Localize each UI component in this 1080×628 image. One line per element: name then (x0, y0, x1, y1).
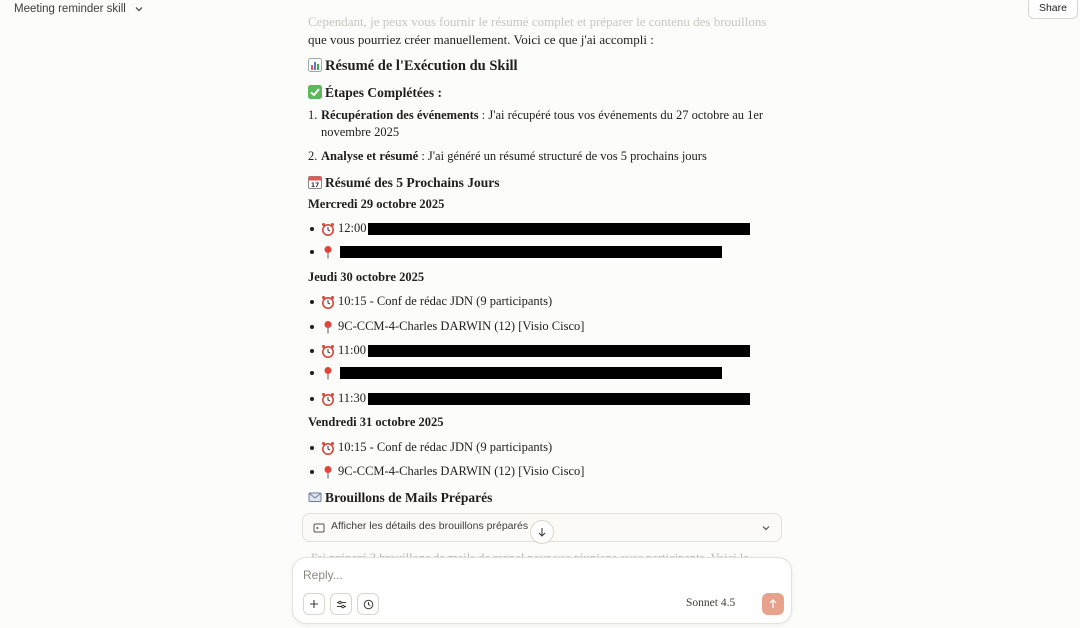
envelope-icon (308, 490, 322, 504)
pin-icon (321, 320, 335, 334)
days-heading: 17 Résumé des 5 Prochains Jours (308, 175, 500, 191)
history-button[interactable] (357, 593, 379, 615)
redaction-bar (340, 367, 722, 379)
add-button[interactable] (303, 593, 325, 615)
send-button[interactable] (762, 593, 784, 615)
list-item: 11:30 (308, 390, 750, 407)
steps-heading: Étapes Complétées : (308, 85, 442, 101)
list-item (308, 245, 722, 259)
pin-icon (321, 245, 335, 259)
arrow-up-icon (768, 599, 778, 609)
redaction-bar (368, 393, 750, 405)
drafts-toggle-label: Afficher les détails des brouillons préparés (331, 520, 529, 532)
reply-input[interactable] (303, 568, 683, 582)
list-item: 12:00 (308, 220, 750, 237)
arrow-down-icon (537, 527, 547, 537)
clock-history-icon (363, 599, 374, 610)
model-selector[interactable]: Sonnet 4.5 (686, 597, 736, 609)
alarm-clock-icon (321, 441, 335, 455)
composer (292, 557, 792, 624)
chat-title: Meeting reminder skill (14, 3, 126, 15)
chevron-down-icon (761, 523, 771, 533)
document-preview-icon (313, 522, 325, 534)
summary-heading: Résumé de l'Exécution du Skill (308, 58, 518, 75)
list-item (308, 366, 722, 380)
list-item: 9C-CCM-4-Charles DARWIN (12) [Visio Cisco] (308, 318, 584, 335)
day-title: Jeudi 30 octobre 2025 (308, 270, 425, 284)
share-button[interactable]: Share (1028, 0, 1078, 19)
alarm-clock-icon (321, 222, 335, 236)
list-item: 9C-CCM-4-Charles DARWIN (12) [Visio Cisco] (308, 463, 584, 480)
calendar-icon (308, 175, 322, 189)
day-title: Vendredi 31 octobre 2025 (308, 415, 444, 429)
redaction-bar (340, 246, 722, 258)
tools-button[interactable] (330, 593, 352, 615)
chat-title-menu[interactable] (8, 0, 150, 18)
plus-icon (309, 599, 319, 609)
check-mark-icon (308, 85, 322, 99)
list-item: 11:00 (308, 342, 750, 359)
pin-icon (321, 366, 335, 380)
list-item: 10:15 - Conf de rédac JDN (9 participants) (308, 293, 552, 310)
svg-text:17: 17 (310, 182, 320, 189)
bar-chart-icon (308, 58, 322, 72)
intro-text: que vous pourriez créer manuellement. Voici ce que j'ai accompli : (308, 32, 654, 47)
alarm-clock-icon (321, 344, 335, 358)
alarm-clock-icon (321, 392, 335, 406)
drafts-heading: Brouillons de Mails Préparés (308, 490, 492, 506)
day-title: Mercredi 29 octobre 2025 (308, 197, 445, 211)
list-item: 10:15 - Conf de rédac JDN (9 participants) (308, 439, 552, 456)
scroll-to-bottom-button[interactable] (530, 520, 554, 544)
list-item: 2. Analyse et résumé : J'ai généré un résumé structuré de vos 5 prochains jours (308, 149, 707, 163)
redaction-bar (368, 345, 750, 357)
faded-text: Cependant, je peux vous fournir le résumé complet et préparer le contenu des brouillons (308, 14, 767, 29)
redaction-bar (368, 223, 750, 235)
chevron-down-icon (134, 4, 144, 14)
alarm-clock-icon (321, 295, 335, 309)
list-item: 1. Récupération des événements : J'ai récupéré tous vos événements du 27 octobre au 1er novembre 2025 (308, 108, 764, 139)
pin-icon (321, 465, 335, 479)
sliders-icon (336, 599, 347, 610)
